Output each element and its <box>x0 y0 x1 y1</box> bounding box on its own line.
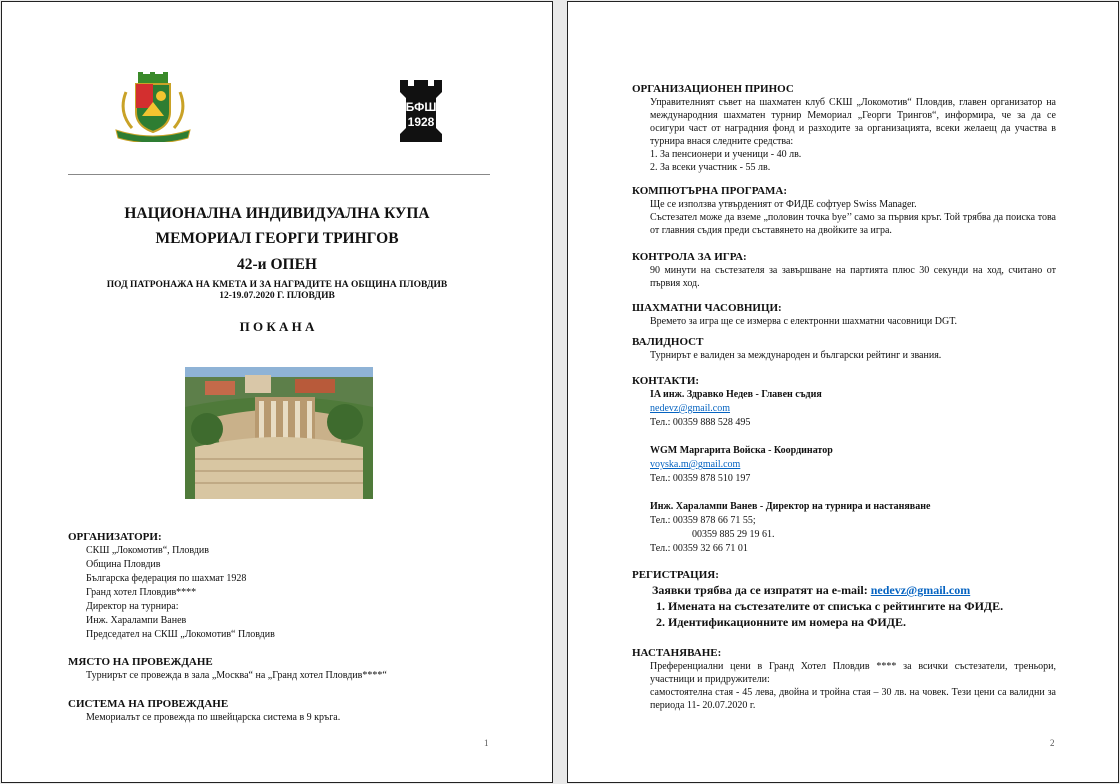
contact-phone: Тел.: 00359 32 66 71 01 <box>650 543 748 554</box>
time-control-heading: КОНТРОЛА ЗА ИГРА: <box>632 251 747 263</box>
system-section <box>68 697 498 725</box>
contacts-heading: КОНТАКТИ: <box>632 375 700 387</box>
validity-section <box>632 335 1056 363</box>
bfsh-rook-logo <box>396 78 446 144</box>
software-heading: КОМПЮТЪРНА ПРОГРАМА: <box>632 185 788 197</box>
accommodation-text-2: самостоятелна стая - 45 лева, двойна и тройна стая – 30 лв. на човек. Тези цени са валидни за периода 11- 20.07.2020 г. <box>650 687 1056 711</box>
contact-name: Инж. Харалампи Ванев - Директор на турнира и настаняване <box>650 501 931 512</box>
contact-email-link[interactable]: voyska.m@gmail.com <box>650 459 741 470</box>
ancient-theatre-photo <box>185 367 373 499</box>
fee-item: 2. За всеки участник - 55 лв. <box>650 162 771 173</box>
registration-section <box>632 568 1056 630</box>
bfsh-logo-year: 1928 <box>407 115 435 129</box>
organizer-item: Председател на СКШ „Локомотив“ Пловдив <box>86 629 275 640</box>
bfsh-logo-text: БФШ <box>405 100 437 114</box>
header-divider <box>68 174 490 175</box>
contact-phone: Тел.: 00359 888 528 495 <box>650 417 751 428</box>
clocks-section <box>632 301 1056 329</box>
contact-phone: Тел.: 00359 878 510 197 <box>650 473 751 484</box>
registration-email-link[interactable]: nedevz@gmail.com <box>870 583 971 597</box>
org-contribution-heading: ОРГАНИЗАЦИОНЕН ПРИНОС <box>632 83 794 95</box>
org-contribution-text: Управителният съвет на шахматен клуб СКШ „Локомотив“ Пловдив, главен организатор на международния шахматен турнир Мемориал „Георги Трингов“, информира, че за да се осигури част от наградния фонд и разходите за организацията, всеки желаещ да участва в турнира внася следните средства: <box>650 97 1056 147</box>
contact-name: WGM Маргарита Войска - Координатор <box>650 445 833 456</box>
clocks-text: Времето за игра ще се измерва с електронни шахматни часовници DGT. <box>650 316 958 327</box>
organizer-item: Община Пловдив <box>86 559 161 570</box>
accommodation-text-1: Преференциални цени в Гранд Хотел Пловдив **** за всички състезатели, треньори, участници и придружители: <box>650 661 1056 685</box>
title-line-3: 42-и ОПЕН <box>237 256 317 273</box>
organizer-item: Инж. Харалампи Ванев <box>86 615 187 626</box>
contact-phone: 00359 885 29 19 61. <box>692 529 775 540</box>
contact-email-link[interactable]: nedevz@gmail.com <box>650 403 731 414</box>
contact-name: IA инж. Здравко Недев - Главен съдия <box>650 389 822 400</box>
organizer-item: Гранд хотел Пловдив**** <box>86 587 197 598</box>
accommodation-heading: НАСТАНЯВАНЕ: <box>632 647 722 659</box>
registration-item: 2. Идентификационните им номера на ФИДЕ. <box>656 615 906 629</box>
organizer-item: Директор на турнира: <box>86 601 179 612</box>
contact-phone: Тел.: 00359 878 66 71 55; <box>650 515 756 526</box>
registration-item: 1. Имената на състезателите от списъка с рейтингите на ФИДЕ. <box>656 599 1004 613</box>
clocks-heading: ШАХМАТНИ ЧАСОВНИЦИ: <box>632 302 782 314</box>
document-page-1 <box>1 1 553 783</box>
time-control-section <box>632 250 1056 290</box>
document-page-2 <box>567 1 1119 783</box>
organizers-heading: ОРГАНИЗАТОРИ: <box>68 531 162 543</box>
title-line-2: МЕМОРИАЛ ГЕОРГИ ТРИНГОВ <box>155 230 399 247</box>
registration-heading: РЕГИСТРАЦИЯ: <box>632 569 719 581</box>
registration-lead: Заявки трябва да се изпратят на e-mail: <box>652 583 871 597</box>
venue-section <box>68 655 498 683</box>
org-contribution-section <box>632 82 1056 174</box>
page-number: 1 <box>484 738 489 748</box>
fee-item: 1. За пенсионери и ученици - 40 лв. <box>650 149 802 160</box>
page-number: 2 <box>1050 738 1055 748</box>
venue-text: Турнирът се провежда в зала „Москва“ на „Гранд хотел Пловдив****“ <box>86 670 387 681</box>
organizers-section <box>68 530 498 642</box>
time-control-text: 90 минути на състезателя за завършване на партията плюс 30 секунди на ход, считано от първия ход. <box>650 265 1056 289</box>
organizer-item: СКШ „Локомотив“, Пловдив <box>86 545 209 556</box>
system-heading: СИСТЕМА НА ПРОВЕЖДАНЕ <box>68 698 229 710</box>
dates-line: 12-19.07.2020 Г. ПЛОВДИВ <box>219 291 335 301</box>
software-text-1: Ще се използва утвърденият от ФИДЕ софтуер Swiss Manager. <box>650 199 917 210</box>
venue-heading: МЯСТО НА ПРОВЕЖДАНЕ <box>68 656 213 668</box>
software-section <box>632 184 1056 237</box>
accommodation-section <box>632 646 1056 712</box>
organizer-item: Българска федерация по шахмат 1928 <box>86 573 247 584</box>
plovdiv-coat-of-arms-logo <box>112 72 194 142</box>
software-text-2: Състезател може да вземе „половин точка bye’’ само за първия кръг. Той трябва да поиска това от главния съдия преди съставянето на двойките за игра. <box>650 212 1056 236</box>
system-text: Мемориалът се провежда по швейцарска система в 9 кръга. <box>86 712 341 723</box>
contacts-section <box>632 374 1056 556</box>
validity-heading: ВАЛИДНОСТ <box>632 336 704 348</box>
validity-text: Турнирът е валиден за международен и български рейтинг и звания. <box>650 350 942 361</box>
patronage-line: ПОД ПАТРОНАЖА НА КМЕТА И ЗА НАГРАДИТЕ НА ОБЩИНА ПЛОВДИВ <box>106 280 448 290</box>
title-line-1: НАЦИОНАЛНА ИНДИВИДУАЛНА КУПА <box>124 205 430 222</box>
invitation-title: П О К А Н А <box>239 319 315 334</box>
